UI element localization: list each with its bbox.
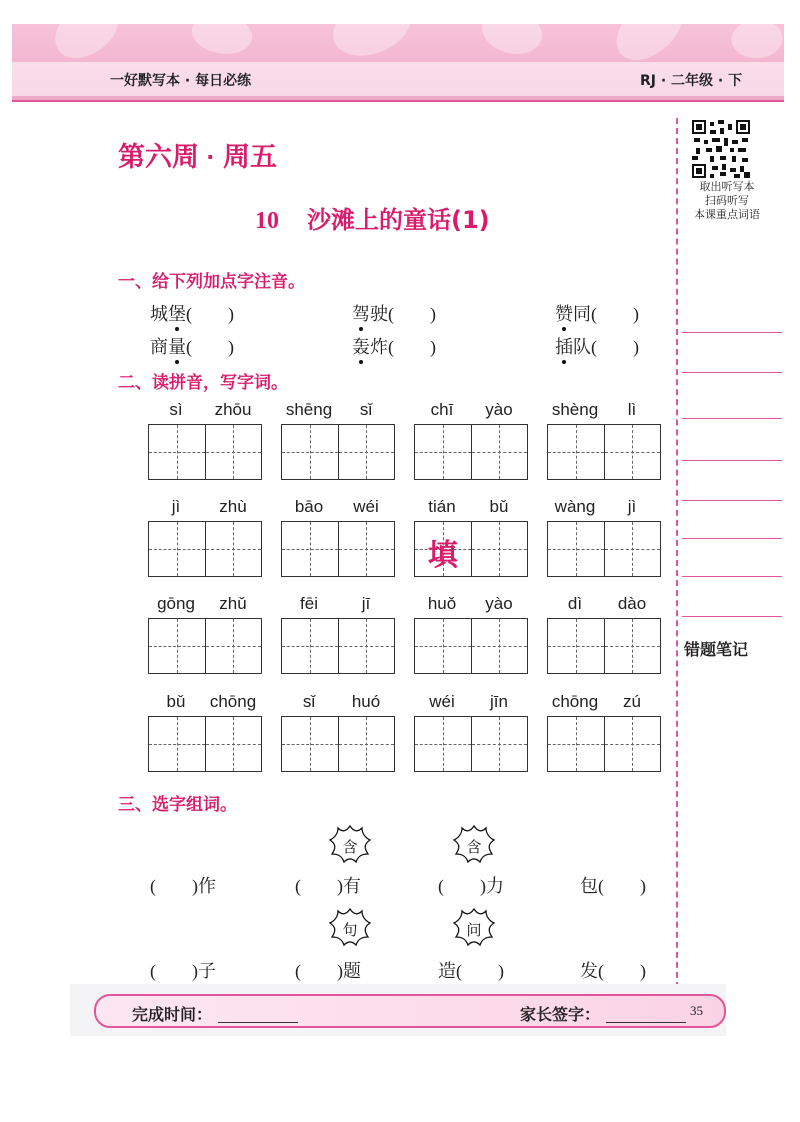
pinyin-syllable: zhù <box>219 497 247 516</box>
writing-grid[interactable] <box>281 424 395 480</box>
note-line[interactable] <box>682 576 782 577</box>
pinyin-syllable: gōng <box>157 594 195 613</box>
qr-caption-line: 取出听写本 <box>699 180 755 193</box>
writing-cell[interactable] <box>415 717 471 771</box>
pinyin-syllable: yào <box>485 594 513 613</box>
qr-code-icon[interactable] <box>692 120 750 178</box>
writing-cell[interactable] <box>415 619 471 673</box>
writing-cell[interactable] <box>282 717 338 771</box>
writing-cell[interactable] <box>548 717 604 771</box>
lesson-number: 10 <box>255 208 279 234</box>
answer-blank[interactable]: ( ) <box>591 304 639 324</box>
answer-blank[interactable]: ( ) <box>186 337 234 357</box>
writing-cell[interactable] <box>338 717 395 771</box>
writing-cell[interactable] <box>149 619 205 673</box>
fill-word[interactable]: ( )有 <box>295 876 361 896</box>
writing-cell[interactable] <box>205 619 262 673</box>
note-line[interactable] <box>682 332 782 333</box>
word-part: 城 <box>150 304 168 324</box>
page-title: 第六周 · 周五 <box>118 142 277 172</box>
pinyin-syllable: zhǔ <box>219 594 247 613</box>
writing-cell[interactable] <box>415 425 471 479</box>
flower-char: 句 <box>342 921 358 939</box>
flower-char: 含 <box>466 838 482 856</box>
fill-word[interactable]: ( )作 <box>150 876 216 896</box>
pinyin-syllable: wéi <box>353 497 379 516</box>
writing-cell[interactable] <box>604 619 661 673</box>
writing-grid[interactable] <box>547 521 661 577</box>
pinyin-item <box>150 333 234 359</box>
pinyin-syllable: shēng <box>285 400 333 419</box>
writing-cell[interactable] <box>282 619 338 673</box>
dotted-char: 堡 <box>168 304 186 324</box>
writing-grid[interactable] <box>547 716 661 772</box>
writing-grid[interactable] <box>148 716 262 772</box>
pinyin-syllable: fēi <box>300 594 318 613</box>
dotted-char: 轰 <box>352 337 370 357</box>
pinyin-item <box>555 300 639 326</box>
word-part: 队 <box>573 337 591 357</box>
writing-cell[interactable] <box>471 425 528 479</box>
pinyin-syllable: jì <box>171 497 181 516</box>
lesson-name: 沙滩上的童话(1) <box>307 206 490 234</box>
pinyin-syllable: bǔ <box>489 497 509 516</box>
pinyin-syllable: shèng <box>551 400 599 419</box>
header-book-title: 一好默写本 · 每日必练 <box>110 73 252 89</box>
qr-caption <box>682 180 772 222</box>
fill-word[interactable]: 造( ) <box>438 961 504 981</box>
qr-caption-line: 本课重点词语 <box>694 208 760 221</box>
page-number: 35 <box>690 1003 703 1018</box>
writing-cell[interactable] <box>338 425 395 479</box>
section-3-heading: 三、选字组词。 <box>118 795 237 815</box>
note-line[interactable] <box>682 616 782 617</box>
pinyin-syllable: chōng <box>551 692 599 711</box>
writing-grid[interactable] <box>547 424 661 480</box>
fill-word[interactable]: ( )题 <box>295 961 361 981</box>
note-line[interactable] <box>682 500 782 501</box>
pinyin-syllable: jì <box>627 497 637 516</box>
note-line[interactable] <box>682 538 782 539</box>
writing-cell[interactable] <box>149 717 205 771</box>
pinyin-item <box>352 300 436 326</box>
writing-grid[interactable] <box>414 521 528 577</box>
pinyin-syllable: dào <box>617 594 647 613</box>
writing-grid[interactable] <box>281 618 395 674</box>
answer-blank[interactable]: ( ) <box>388 304 436 324</box>
writing-cell[interactable] <box>338 522 395 576</box>
writing-cell[interactable] <box>338 619 395 673</box>
fill-word[interactable]: 发( ) <box>580 961 646 981</box>
word-part: 商 <box>150 337 168 357</box>
writing-cell[interactable] <box>548 425 604 479</box>
pinyin-syllable: lì <box>627 400 637 419</box>
note-line[interactable] <box>682 460 782 461</box>
completion-time-field[interactable] <box>218 1022 298 1023</box>
parent-signature-field[interactable] <box>606 1022 686 1023</box>
writing-grid[interactable] <box>547 618 661 674</box>
section-2-heading: 二、读拼音，写字词。 <box>118 373 288 393</box>
dotted-char: 赞 <box>555 304 573 324</box>
pinyin-syllable: tián <box>428 497 456 516</box>
fill-word[interactable]: ( )力 <box>438 876 504 896</box>
writing-cell[interactable] <box>604 717 661 771</box>
lesson-title <box>255 200 490 235</box>
dotted-char: 量 <box>168 337 186 357</box>
fill-word[interactable]: ( )子 <box>150 961 216 981</box>
writing-cell[interactable] <box>282 522 338 576</box>
sidebar-divider <box>676 118 678 998</box>
pinyin-item <box>555 333 639 359</box>
pinyin-syllable: sǐ <box>302 692 316 711</box>
pinyin-syllable: sǐ <box>359 400 373 419</box>
filled-character: 填 <box>427 538 458 573</box>
completion-time-label: 完成时间： <box>132 1007 213 1024</box>
writing-grid[interactable] <box>281 521 395 577</box>
pinyin-item <box>352 333 436 359</box>
pinyin-syllable: chī <box>430 400 454 419</box>
flower-char: 问 <box>466 921 482 939</box>
pinyin-syllable: jī <box>361 594 371 613</box>
writing-cell[interactable] <box>149 522 205 576</box>
writing-cell[interactable] <box>548 522 604 576</box>
fill-word[interactable]: 包( ) <box>580 876 646 896</box>
header-divider <box>12 100 784 102</box>
pinyin-syllable: chōng <box>209 692 257 711</box>
dotted-char: 驾 <box>352 304 370 324</box>
writing-cell[interactable] <box>604 425 661 479</box>
writing-cell[interactable] <box>548 619 604 673</box>
writing-grid[interactable] <box>281 716 395 772</box>
pinyin-syllable: huǒ <box>427 594 457 613</box>
dotted-char: 插 <box>555 337 573 357</box>
word-part: 同 <box>573 304 591 324</box>
writing-cell[interactable] <box>282 425 338 479</box>
answer-blank[interactable]: ( ) <box>186 304 234 324</box>
pinyin-syllable: yào <box>485 400 513 419</box>
section-1-heading: 一、给下列加点字注音。 <box>118 272 305 292</box>
qr-caption-line: 扫码听写 <box>705 194 749 207</box>
pinyin-syllable: jīn <box>490 692 508 711</box>
writing-grid[interactable] <box>148 521 262 577</box>
word-part: 驶 <box>370 304 388 324</box>
pinyin-syllable: zhōu <box>214 400 252 419</box>
pinyin-syllable: bāo <box>294 497 324 516</box>
writing-cell[interactable] <box>604 522 661 576</box>
pinyin-syllable: dì <box>567 594 583 613</box>
writing-cell[interactable] <box>415 522 471 576</box>
pinyin-item <box>150 300 234 326</box>
pinyin-syllable: bǔ <box>166 692 186 711</box>
header-grade-label: RJ · 二年级 · 下 <box>640 73 743 89</box>
answer-blank[interactable]: ( ) <box>388 337 436 357</box>
writing-cell[interactable] <box>205 425 262 479</box>
pinyin-syllable: wàng <box>554 497 596 516</box>
writing-grid[interactable] <box>414 716 528 772</box>
writing-grid[interactable] <box>414 424 528 480</box>
word-part: 炸 <box>370 337 388 357</box>
writing-cell[interactable] <box>205 717 262 771</box>
pinyin-syllable: wéi <box>429 692 455 711</box>
pinyin-syllable: sì <box>169 400 183 419</box>
writing-cell[interactable] <box>471 522 528 576</box>
writing-cell[interactable] <box>471 717 528 771</box>
notes-title: 错题笔记 <box>684 640 749 659</box>
answer-blank[interactable]: ( ) <box>591 337 639 357</box>
note-line[interactable] <box>682 372 782 373</box>
flower-char: 含 <box>342 838 358 856</box>
writing-grid[interactable] <box>148 618 262 674</box>
parent-signature-label: 家长签字： <box>520 1007 601 1024</box>
writing-cell[interactable] <box>149 425 205 479</box>
pinyin-syllable: huó <box>351 692 381 711</box>
writing-grid[interactable] <box>148 424 262 480</box>
writing-grid[interactable] <box>414 618 528 674</box>
writing-cell[interactable] <box>205 522 262 576</box>
writing-cell[interactable] <box>471 619 528 673</box>
note-line[interactable] <box>682 418 782 419</box>
pinyin-syllable: zú <box>623 692 641 711</box>
